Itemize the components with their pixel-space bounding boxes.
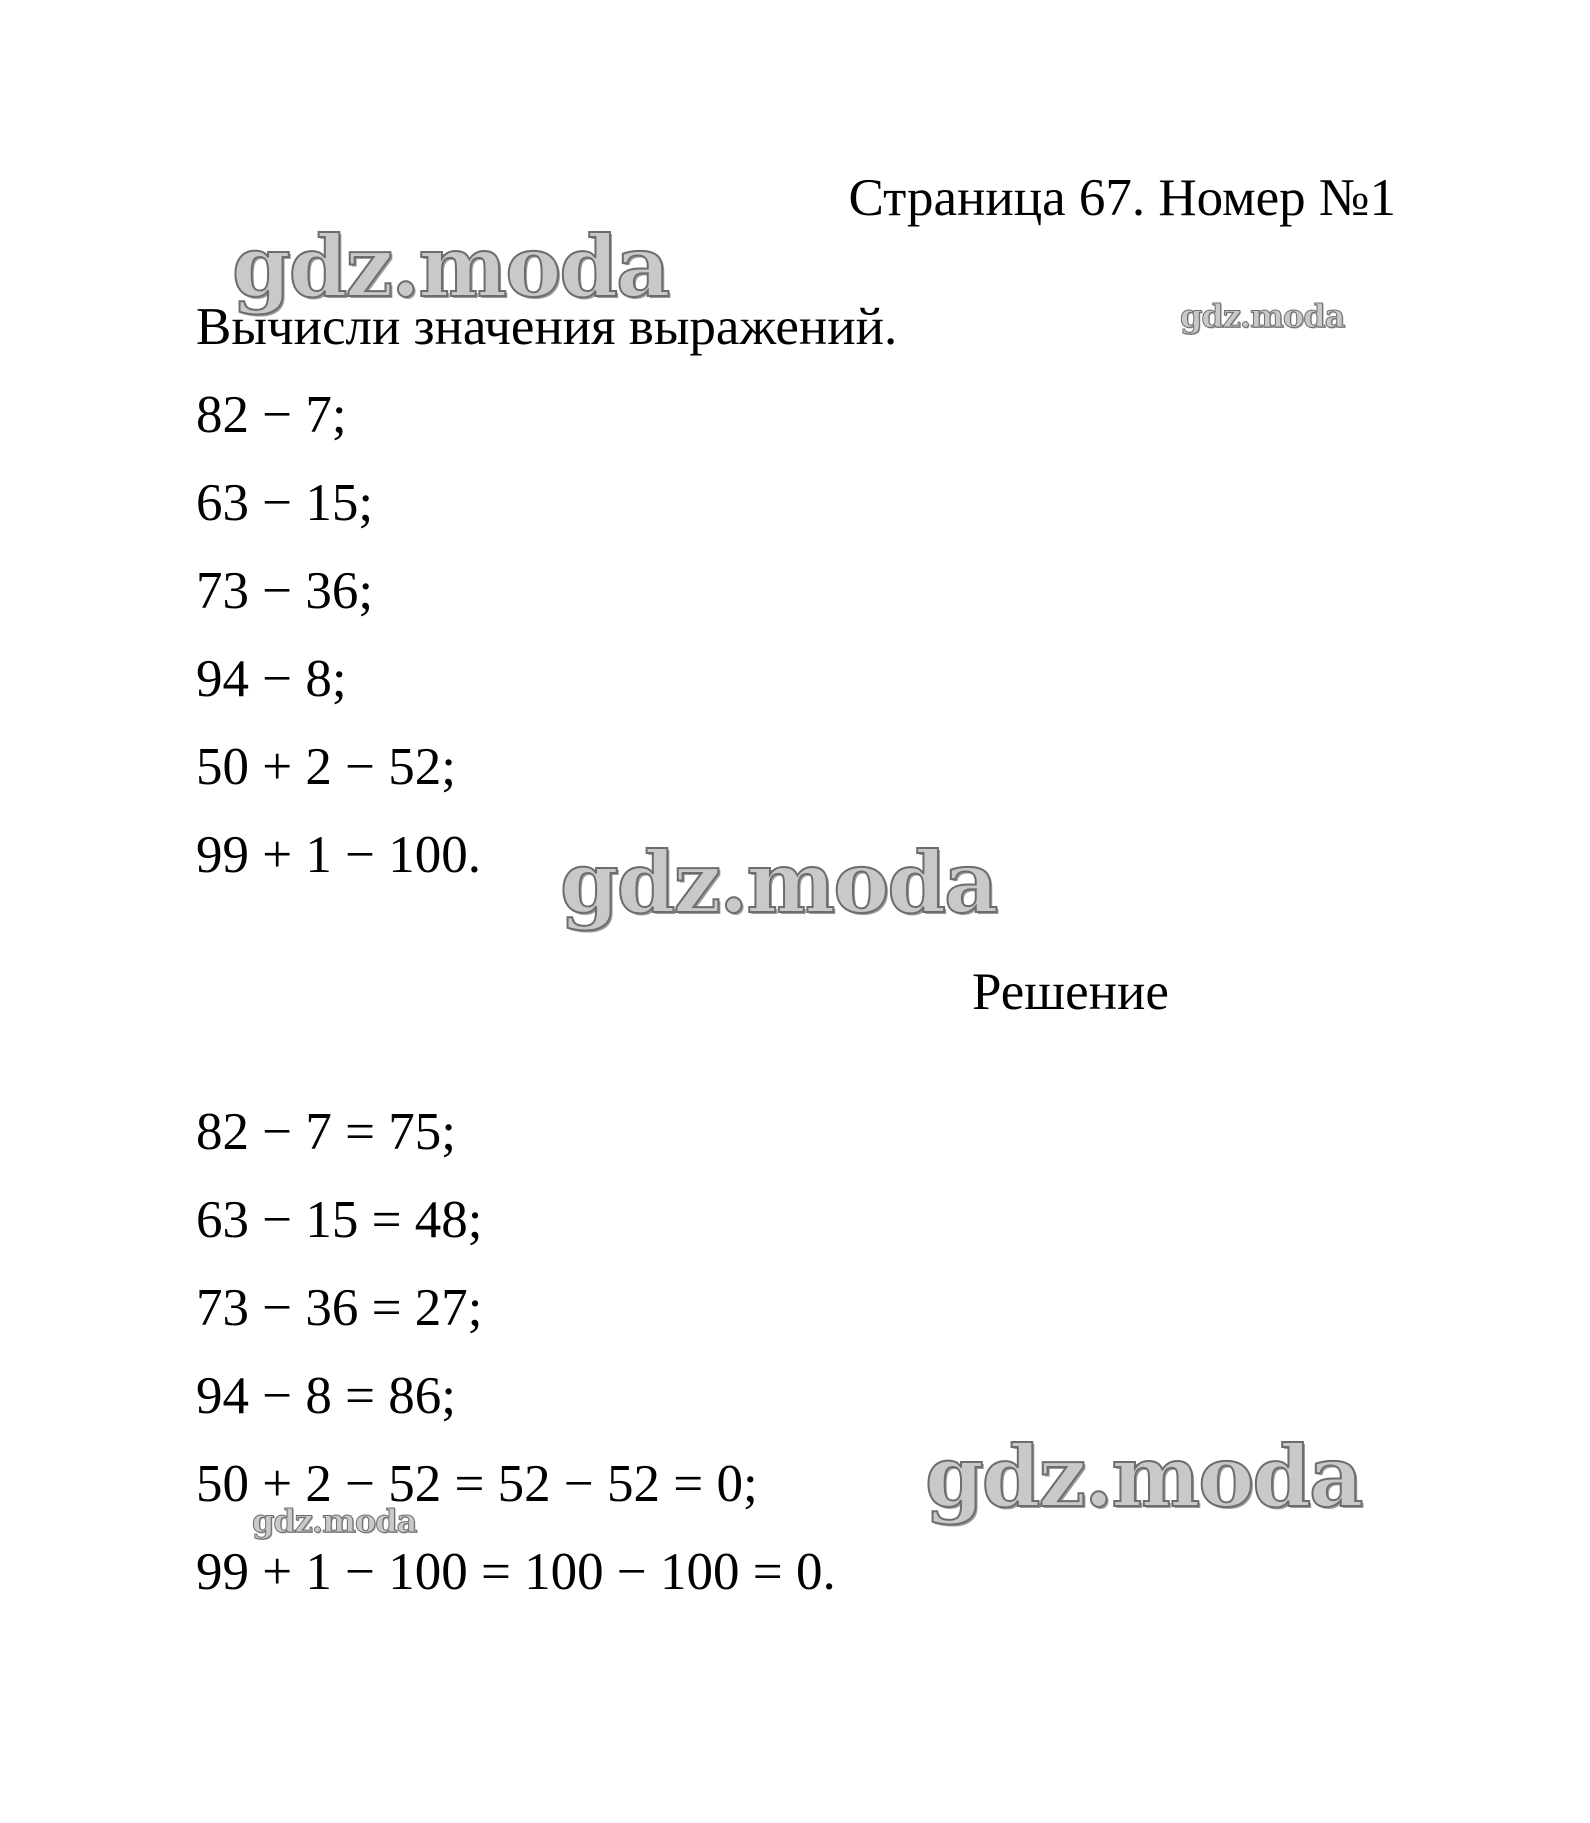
answer-item: 73 − 36 = 27; xyxy=(196,1279,483,1337)
page-title: Страница 67. Номер №1 xyxy=(848,169,1396,227)
expression-list xyxy=(196,385,481,913)
expression-item: 94 − 8; xyxy=(196,650,347,708)
answer-item: 82 − 7 = 75; xyxy=(196,1103,457,1161)
watermark-logo: gdz.moda xyxy=(1180,297,1345,335)
expression-item: 50 + 2 − 52; xyxy=(196,738,457,796)
watermark-logo: gdz.moda xyxy=(252,1502,417,1540)
answer-item: 94 − 8 = 86; xyxy=(196,1367,457,1425)
solution-heading: Решение xyxy=(972,963,1169,1021)
answer-item: 99 + 1 − 100 = 100 − 100 = 0. xyxy=(196,1543,836,1601)
watermark-logo: gdz.moda xyxy=(232,217,669,316)
answer-item: 63 − 15 = 48; xyxy=(196,1191,483,1249)
expression-item: 73 − 36; xyxy=(196,562,374,620)
answer-item: 50 + 2 − 52 = 52 − 52 = 0; xyxy=(196,1455,758,1513)
expression-item: 99 + 1 − 100. xyxy=(196,826,482,884)
watermark-logo: gdz.moda xyxy=(925,1427,1362,1526)
answer-list xyxy=(196,1102,836,1630)
expression-item: 63 − 15; xyxy=(196,474,374,532)
task-instruction: Вычисли значения выражений. xyxy=(196,298,898,356)
watermark-logo: gdz.moda xyxy=(560,833,997,932)
expression-item: 82 − 7; xyxy=(196,386,347,444)
